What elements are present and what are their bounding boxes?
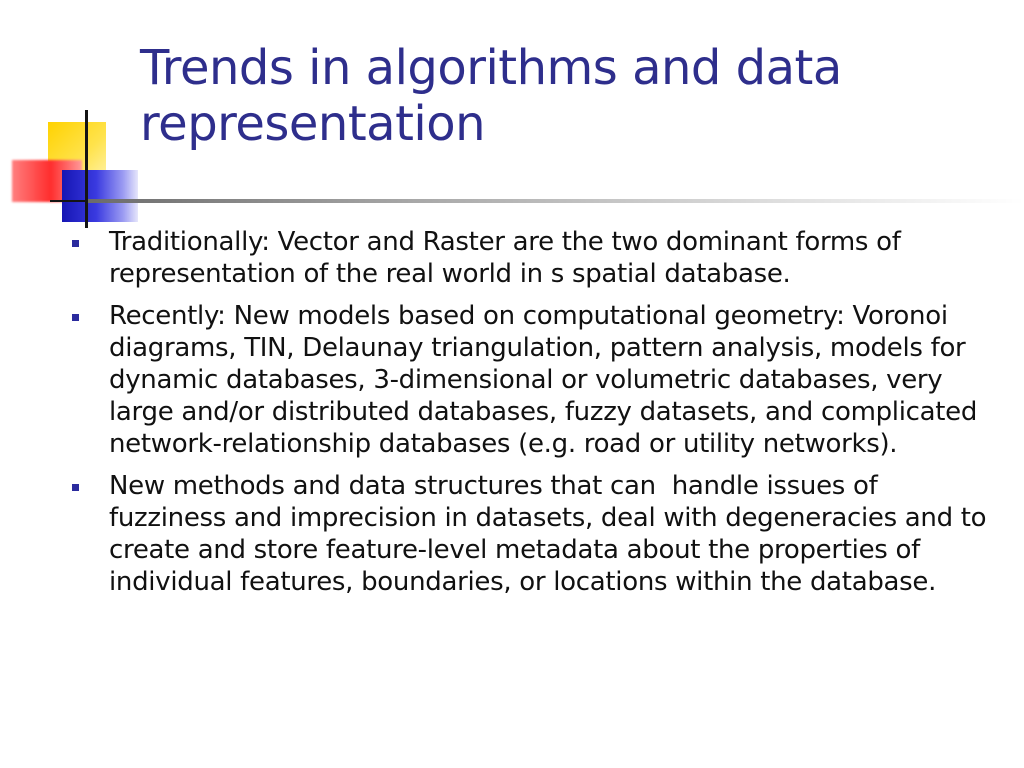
title-divider	[88, 199, 1024, 203]
bullet-text: Recently: New models based on computational geometry: Voronoi diagrams, TIN, Delaunay triangulation, pattern analysis, models for dynamic databases, 3-dimensional or volumetric databases, very large and/or distributed databases, fuzzy datasets, and complicated network-relationship databases (e.g. road or utility networks).	[109, 301, 986, 459]
bullet-text: New methods and data structures that can handle issues of fuzziness and imprecision in datasets, deal with degeneracies and to create and store feature-level metadata about the properties of individual features, boundaries, or locations within the database.	[109, 471, 995, 597]
bullet-text: Traditionally: Vector and Raster are the two dominant forms of representation of the real world in s spatial database.	[109, 227, 909, 289]
ornament-blue-square	[62, 170, 138, 222]
corner-ornament	[0, 0, 140, 230]
slide-title: Trends in algorithms and data representation	[140, 40, 842, 152]
bullet-item	[72, 470, 1002, 598]
square-bullet-icon	[72, 240, 79, 247]
bullet-item	[72, 226, 1002, 290]
square-bullet-icon	[72, 314, 79, 321]
bullet-list	[72, 226, 1002, 608]
ornament-vertical-line	[85, 110, 88, 228]
square-bullet-icon	[72, 484, 79, 491]
bullet-item	[72, 300, 1002, 460]
